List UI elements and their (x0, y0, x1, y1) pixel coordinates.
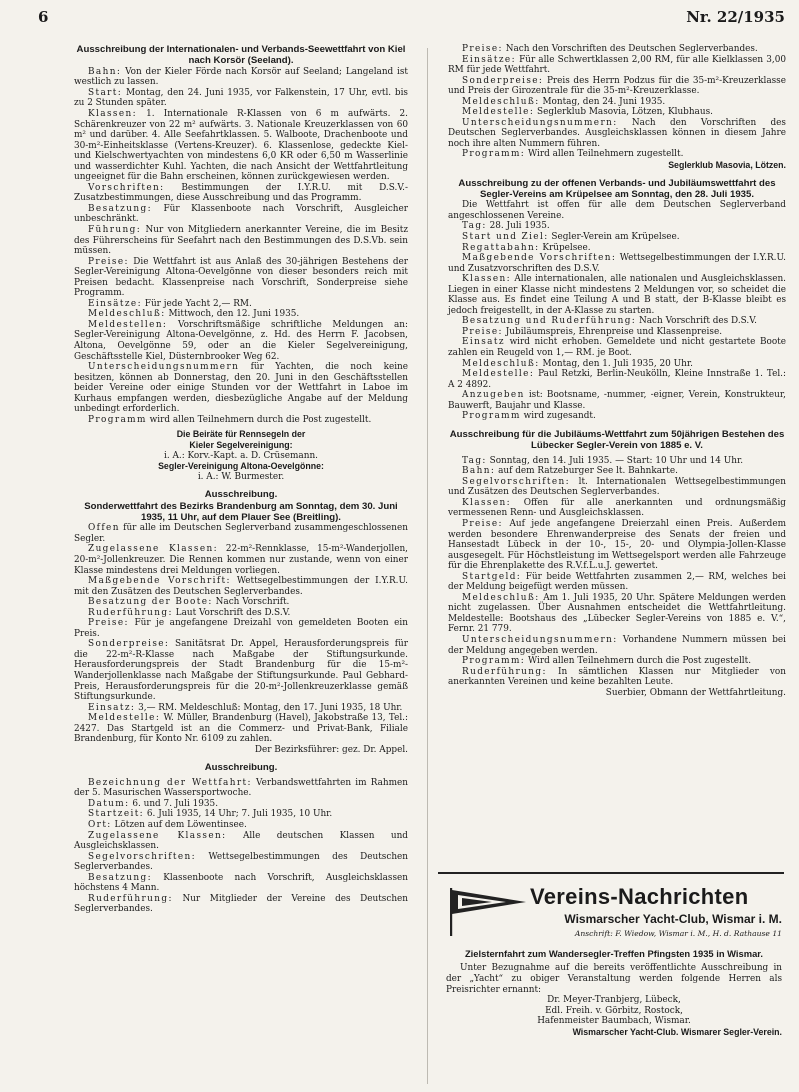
paragraph (448, 107, 786, 118)
paragraph-keyword: Meldestelle: (462, 369, 535, 380)
page-header (38, 8, 785, 28)
paragraph (74, 225, 408, 257)
paragraph-keyword: Meldeschluß: (88, 309, 166, 320)
paragraph (448, 498, 786, 519)
paragraph-keyword: Bezeichnung der Wettfahrt: (88, 777, 252, 788)
paragraph (448, 477, 786, 498)
paragraph (448, 390, 786, 411)
paragraph-keyword: Klassen: (462, 497, 512, 508)
paragraph-text: Alle deutschen Klassen und Ausgleichsklassen. (74, 830, 408, 852)
paragraph-text: für alle im Deutschen Seglerverband zusammengeschlossenen Segler. (74, 523, 408, 544)
paragraph-keyword: Preise: (462, 44, 503, 54)
paragraph-text: Montag, den 24. Juni 1935. (542, 96, 666, 107)
beirat-line-2: Kieler Segelvereinigung: (189, 439, 293, 450)
paragraph-text: Klassenboote nach Vorschrift, Ausgleichsklassen höchstens 4 Mann. (74, 872, 409, 894)
paragraph (448, 519, 786, 572)
paragraph-text: Auf jede angefangene Dreierzahl einen Preis. Außerdem werden besondere Ehrenwanderpreise des Senats der freien und Hansestadt Lübeck in der 10-, 15-, 20- und Olympia-Jollen-Klasse ausgesegelt. Für Höchstleistung im Wettsegelsport werden alle Fahrzeuge für die Ehrenplakette des R.V.f.L.u.J. gewertet. (448, 518, 786, 572)
paragraph-keyword: Besatzung der Boote: (88, 597, 213, 608)
paragraph-text: 28. Juli 1935. (489, 221, 550, 232)
paragraph-text: Für je angefangene Dreizahl von gemeldeten Booten ein Preis. (74, 618, 408, 639)
paragraph-text: 22-m²-Rennklasse, 15-m²-Wanderjollen, 20-m²-Jollenkreuzer. Die Rennen kommen nur zustande, wenn von einer Klasse mindestens drei Meldungen vorliegen. (74, 544, 408, 576)
notice-subtitle: Zielsternfahrt zum Wandersegler-Treffen Pfingsten 1935 in Wismar. (464, 948, 764, 959)
paragraph-text: 3,— RM. Meldeschluß: Montag, den 17. Juni 1935, 18 Uhr. (138, 702, 403, 713)
paragraph-keyword: Tag: (462, 455, 487, 466)
paragraph-keyword: Start und Ziel: (462, 232, 549, 243)
paragraph-keyword: Sonderpreise: (88, 639, 170, 650)
paragraph-keyword: Start: (88, 87, 123, 98)
kruepelsee-title: Ausschreibung zu der offenen Verbands- und Jubiläumswettfahrt des Segler-Vereins am Krüpelsee am Sonntag, den 28. Juli 1935. (458, 177, 776, 200)
paragraph-text: wird allen Teilnehmern durch die Post zugestellt. (149, 414, 372, 425)
paragraph-keyword: Zugelassene Klassen: (88, 830, 227, 841)
paragraph-text: 1. Internationale R-Klassen von 6 m aufwärts. 2. Schärenkreuzer von 22 m² aufwärts. 3. Nationale Kreuzerklassen von 60 m² und darüber. 4. Alle Seefahrtklassen. 5. Walboote, Drachenboote und 30-m²-Einheitsklasse (Vertens-Kreuzer). 6. Klassenlose, gedeckte Kiel- und Kielschwertyachten von mindestens 6,0 KR oder 6,50 m Wasserlinie und wasserdichter Kuhl. Yachten, die nach Ansicht der Wettfahrtleitung ungeeignet für die Bahn erscheinen, können zurückgewiesen werden. (74, 109, 408, 183)
paragraph (74, 415, 408, 426)
brandenburg-paragraphs (74, 523, 408, 744)
paragraph (74, 309, 408, 320)
paragraph-text: In sämtlichen Klassen nur Mitglieder von anerkannten Vereinen und keine bezahlten Leute. (448, 666, 786, 688)
kiel-korsoer-title: Ausschreibung der Internationalen- und Verbands-Seewettfahrt von Kiel nach Korsör (Seeland). (76, 44, 406, 67)
paragraph-text: Sanitätsrat Dr. Appel, Herausforderungspreis für die 22-m²-R-Klasse nach Maßgabe der Stiftungsurkunde. Herausforderungspreis der Stadt Brandenburg für die 15-m²-Wanderjollenklasse nach Maßgabe der Stiftungsurkunde. Paul Gebhard-Preis, Herausforderungspreis für die 20-m²-Jollenkreuzerklasse gemäß Stiftungsurkunde. (74, 639, 409, 703)
paragraph-keyword: Unterscheidungsnummern: (462, 634, 618, 645)
paragraph (448, 635, 786, 656)
paragraph-text: Nach Vorschrift des D.S.V. (639, 316, 757, 327)
paragraph-text: Lötzen auf dem Löwentinsee. (114, 819, 247, 830)
club-name: Wismarscher Yacht-Club, Wismar i. M. (564, 912, 782, 926)
paragraph (74, 809, 408, 820)
issue-number: Nr. 22/1935 (686, 8, 785, 26)
paragraph (74, 257, 408, 299)
page-number: 6 (38, 8, 49, 26)
paragraph-keyword: Meldeschluß: (462, 96, 540, 107)
paragraph (448, 593, 786, 635)
paragraph-keyword: Meldestelle: (88, 713, 161, 724)
paragraph (448, 337, 786, 358)
paragraph (448, 466, 786, 477)
paragraph-text: Wird allen Teilnehmern durch die Post zugestellt. (528, 656, 752, 667)
judge-1: Dr. Meyer-Tranbjerg, Lübeck, (547, 995, 681, 1006)
paragraph (74, 618, 408, 639)
notice-text: Unter Bezugnahme auf die bereits veröffentlichte Ausschreibung in der „Yacht“ zu obiger Veranstaltung werden folgende Herren als Preisrichter ernannt: (446, 963, 782, 995)
paragraph-text: Mittwoch, den 12. Juni 1935. (168, 309, 300, 320)
paragraph-text: Nach den Vorschriften des Deutschen Seglerverbandes. Ausgleichsklassen können in diesem Jahre noch ihre alten Nummern führen. (448, 117, 786, 149)
paragraph (74, 639, 408, 702)
paragraph-keyword: Ruderführung: (88, 893, 173, 904)
paragraph-keyword: Segelvorschriften: (462, 476, 571, 487)
luebeck-signature: Suerbier, Obmann der Wettfahrtleitung. (605, 687, 786, 698)
brandenburg-signature: Der Bezirksführer: gez. Dr. Appel. (254, 744, 408, 755)
paragraph-text: Nach Vorschrift. (215, 597, 290, 608)
paragraph-keyword: Programm: (462, 656, 526, 667)
paragraph-text: Jubiläumspreis, Ehrenpreise und Klassenpreise. (505, 326, 723, 337)
paragraph-text: lt. Internationalen Wettsegelbestimmungen und Zusätzen des Deutschen Seglerverbandes. (448, 476, 787, 498)
paragraph-text: Nur Mitglieder der Vereine des Deutschen Seglerverbandes. (74, 893, 409, 915)
paragraph (448, 97, 786, 108)
paragraph-keyword: Startgeld: (462, 571, 522, 582)
paragraph (448, 667, 786, 688)
paragraph-text: Von der Kieler Förde nach Korsör auf Seeland; Langeland ist westlich zu lassen. (74, 66, 408, 88)
paragraph-keyword: Klassen: (462, 274, 512, 285)
paragraph (74, 67, 408, 88)
notice-signature: Wismarscher Yacht-Club. Wismarer Segler-Verein. (572, 1026, 782, 1037)
brandenburg-subtitle: Sonderwettfahrt des Bezirks Brandenburg am Sonntag, dem 30. Juni 1935, 11 Uhr, auf dem Plauer See (Breitling). (84, 500, 398, 523)
paragraph-keyword: Führung: (88, 225, 142, 236)
paragraph (74, 204, 408, 225)
vereins-nachrichten-box (438, 872, 784, 1090)
paragraph (448, 316, 786, 327)
paragraph (448, 44, 786, 55)
paragraph-keyword: Einsatz (462, 337, 505, 348)
paragraph-text: Für jede Yacht 2,— RM. (144, 298, 252, 309)
paragraph-keyword: Preise: (88, 256, 129, 267)
paragraph (74, 703, 408, 714)
paragraph (74, 799, 408, 810)
paragraph-keyword: Preise: (462, 326, 503, 337)
paragraph (74, 820, 408, 831)
paragraph-text: Bestimmungen der I.Y.R.U. mit D.S.V.-Zusatzbestimmungen, diese Ausschreibung und das Programm. (74, 182, 408, 204)
column-divider (427, 48, 428, 1084)
paragraph-keyword: Programm (88, 414, 147, 425)
paragraph-keyword: Regattabahn: (462, 242, 540, 253)
pennant-flag-icon (448, 886, 528, 938)
paragraph (448, 572, 786, 593)
paragraph-keyword: Unterscheidungsnummern: (462, 117, 618, 128)
paragraph-keyword: Preise: (462, 518, 503, 529)
paragraph-text: Paul Retzki, Berlin-Neukölln, Kleine Innstraße 1. Tel.: A 2 4892. (448, 369, 786, 390)
paragraph-keyword: Bahn: (88, 66, 122, 77)
paragraph-text: Die Wettfahrt ist aus Anlaß des 30-jährigen Bestehens der Segler-Vereinigung Altona-Oevelgönne von dieser besonders reich mit Preisen bedacht. Klassenpreise nach Vorschrift, Sonderpreise siehe Programm. (74, 256, 408, 299)
paragraph-text: Sonntag, den 14. Juli 1935. — Start: 10 Uhr und 14 Uhr. (489, 455, 744, 466)
paragraph (74, 597, 408, 608)
paragraph-text: Am 1. Juli 1935, 20 Uhr. Spätere Meldungen werden nicht zugelassen. Über Ausnahmen entscheidet die Wettfahrtleitung. Meldestelle: Bootshaus des „Lübecker Segler-Vereins von 1885 e. V.“, Fernr. 21 779. (448, 592, 787, 635)
kruepelsee-intro: Die Wettfahrt ist offen für alle dem Deutschen Seglerverband angeschlossenen Vereine. (448, 200, 786, 221)
paragraph-keyword: Einsatz: (88, 702, 136, 713)
paragraph (74, 109, 408, 183)
paragraph-text: Segler-Verein am Krüpelsee. (551, 232, 680, 243)
paragraph-text: Vorhandene Nummern müssen bei der Meldung angegeben werden. (448, 634, 786, 656)
paragraph-text: Verbandswettfahrten im Rahmen der 5. Masurischen Wassersportwoche. (74, 777, 408, 799)
paragraph (448, 232, 786, 243)
paragraph-keyword: Vorschriften: (88, 182, 165, 193)
kruepelsee-paragraphs (448, 221, 786, 421)
vereins-nachrichten-heading: Vereins-Nachrichten (530, 884, 749, 909)
paragraph-text: Krüpelsee. (542, 242, 591, 253)
beirat-line-1: Die Beiräte für Rennsegeln der (176, 429, 306, 440)
paragraph-text: für Yachten, die noch keine besitzen, können ab Donnerstag, den 20. Juni in den Geschäftsstellen beider Vereine oder einige Stunden vor der Wettfahrt in Laboe im Kurhaus empfangen werden, diesbezügliche Angabe auf der Meldung unbedingt erforderlich. (74, 362, 408, 415)
paragraph-keyword: Programm: (462, 149, 526, 160)
paragraph-keyword: Maßgebende Vorschrift: (88, 576, 231, 587)
left-column (74, 44, 408, 915)
paragraph-keyword: Zugelassene Klassen: (88, 544, 218, 555)
paragraph (448, 274, 786, 316)
paragraph (448, 456, 786, 467)
notice-body (446, 948, 782, 1037)
paragraph-keyword: Preise: (88, 618, 129, 629)
paragraph (74, 873, 408, 894)
masuren-continued (448, 44, 786, 160)
paragraph (448, 327, 786, 338)
paragraph-text: Für Klassenboote nach Vorschrift, Ausgleicher unbeschränkt. (74, 203, 408, 225)
paragraph-text: Nach den Vorschriften des Deutschen Seglerverbandes. (505, 44, 758, 54)
paragraph (448, 149, 786, 160)
paragraph (74, 778, 408, 799)
paragraph (74, 608, 408, 619)
beirat-line-3: i. A.: Korv.-Kapt. a. D. Crüsemann. (164, 450, 318, 461)
paragraph-keyword: Programm (462, 411, 521, 422)
paragraph-text: Wettsegelbestimmungen des Deutschen Seglerverbandes. (74, 851, 408, 873)
paragraph-text: Wettsegelbestimmungen der I.Y.R.U. und Zusatzvorschriften des D.S.V. (448, 253, 786, 274)
paragraph (448, 411, 786, 422)
paragraph (74, 576, 408, 597)
paragraph-text: Wettsegelbestimmungen der I.Y.R.U. mit den Zusätzen des Deutschen Seglerverbandes. (74, 576, 408, 597)
paragraph (448, 55, 786, 76)
paragraph-text: Vorschriftsmäßige schriftliche Meldungen an: Segler-Vereinigung Altona-Oevelgönne, z. Hd. des Herrn F. Jacobsen, Altona, Oevelgönne 59, oder an die Kieler Segelvereinigung, Geschäftsstelle Kiel, Düsternbrooker Weg 62. (74, 319, 408, 362)
paragraph-text: Wird allen Teilnehmern zugestellt. (528, 149, 684, 160)
paragraph-keyword: Anzugeben (462, 390, 525, 401)
kiel-korsoer-paragraphs (74, 67, 408, 426)
paragraph-text: Montag, den 24. Juni 1935, vor Falkenstein, 17 Uhr, evtl. bis zu 2 Stunden später. (74, 87, 408, 109)
paragraph-text: auf dem Ratzeburger See lt. Bahnkarte. (498, 466, 678, 477)
paragraph (74, 88, 408, 109)
paragraph (74, 320, 408, 362)
paragraph-text: Für alle Schwertklassen 2,00 RM, für alle Kielklassen 3,00 RM für jede Wettfahrt. (448, 54, 786, 76)
paragraph-text: 6. Juli 1935, 14 Uhr; 7. Juli 1935, 10 Uhr. (146, 809, 333, 820)
paragraph (74, 183, 408, 204)
beirat-line-5: i. A.: W. Burmester. (197, 471, 285, 482)
paragraph-text: 6. und 7. Juli 1935. (132, 798, 219, 809)
paragraph-text: Offen für alle anerkannten und ordnungsmäßig vermessenen Renn- und Ausgleichsklassen. (448, 497, 786, 519)
paragraph (74, 894, 408, 915)
paragraph (448, 253, 786, 274)
paragraph-text: Montag, den 1. Juli 1935, 20 Uhr. (542, 358, 693, 369)
paragraph (448, 656, 786, 667)
paragraph-keyword: Meldeschluß: (462, 358, 540, 369)
paragraph-keyword: Einsätze: (88, 298, 142, 309)
paragraph-keyword: Datum: (88, 798, 130, 809)
paragraph-keyword: Startzeit: (88, 809, 145, 820)
paragraph-keyword: Tag: (462, 221, 487, 232)
paragraph-keyword: Maßgebende Vorschriften: (462, 253, 617, 264)
paragraph-keyword: Meldestelle: (462, 107, 535, 118)
paragraph (448, 76, 786, 97)
right-column (448, 44, 786, 698)
paragraph-keyword: Segelvorschriften: (88, 851, 197, 862)
paragraph (74, 523, 408, 544)
beirat-line-4: Segler-Vereinigung Altona-Oevelgönne: (158, 461, 324, 472)
paragraph (448, 118, 786, 150)
brandenburg-title: Ausschreibung. (204, 489, 278, 501)
luebeck-paragraphs (448, 456, 786, 688)
paragraph-keyword: Meldeschluß: (462, 592, 540, 603)
paragraph (74, 831, 408, 852)
judge-3: Hafenmeister Baumbach, Wismar. (537, 1016, 691, 1027)
paragraph-keyword: Offen (88, 523, 120, 534)
judge-2: Edl. Freih. v. Görbitz, Rostock, (545, 1005, 683, 1016)
paragraph-keyword: Ort: (88, 819, 112, 830)
paragraph (448, 221, 786, 232)
paragraph-keyword: Ruderführung: (88, 607, 173, 618)
paragraph-keyword: Besatzung und Ruderführung: (462, 316, 637, 327)
paragraph (74, 713, 408, 745)
paragraph (74, 362, 408, 415)
paragraph-text: wird nicht erhoben. Gemeldete und nicht gestartete Boote zahlen ein Reugeld von 1,— RM. je Boot. (448, 337, 786, 359)
paragraph (74, 852, 408, 873)
club-address: Anschrift: F. Wiedow, Wismar i. M., H. d. Rathause 11 (574, 929, 782, 938)
paragraph (448, 243, 786, 254)
masovia-signature: Seglerklub Masovia, Lötzen. (668, 160, 786, 171)
paragraph-keyword: Meldestellen: (88, 319, 168, 330)
paragraph-keyword: Ruderführung: (462, 666, 547, 677)
masuren-title: Ausschreibung. (204, 762, 278, 774)
paragraph-text: Laut Vorschrift des D.S.V. (175, 607, 291, 618)
paragraph-text: Nur von Mitgliedern anerkannter Vereine, die im Besitz des Führerscheins für Seefahrt nach den Bestimmungen des D.S.Vb. sein müssen. (74, 225, 408, 257)
paragraph-keyword: Klassen: (88, 109, 138, 119)
paragraph (448, 359, 786, 370)
paragraph-text: Alle internationalen, alle nationalen und Ausgleichsklassen. Liegen in einer Klasse nicht mindestens 2 Meldungen vor, so scheidet die Klasse aus. Es findet eine Teilung A und B statt, der B-Klasse bleibt es jedoch freigestellt, in der A-Klasse zu starten. (448, 274, 786, 316)
paragraph-text: Seglerklub Masovia, Lötzen, Klubhaus. (537, 107, 713, 118)
paragraph-keyword: Besatzung: (88, 872, 152, 883)
paragraph-keyword: Besatzung: (88, 203, 152, 214)
paragraph-text: wird zugesandt. (523, 411, 596, 422)
paragraph-text: Für beide Wettfahrten zusammen 2,— RM, welches bei der Meldung beigefügt werden müssen. (448, 571, 786, 593)
paragraph-text: Preis des Herrn Podzus für die 35-m²-Kreuzerklasse und Preis der Girozentrale für die 35-m²-Kreuzerklasse. (448, 75, 786, 97)
paragraph (74, 544, 408, 576)
paragraph (448, 369, 786, 390)
paragraph (74, 299, 408, 310)
paragraph-text: W. Müller, Brandenburg (Havel), Jakobstraße 13, Tel.: 2427. Das Startgeld ist an die Commerz- und Privat-Bank, Filiale Brandenburg, für Konto Nr. 6109 zu zahlen. (74, 713, 408, 745)
paragraph-keyword: Einsätze: (462, 54, 516, 65)
masuren-paragraphs (74, 778, 408, 915)
luebeck-title: Ausschreibung für die Jubiläums-Wettfahrt zum 50jährigen Bestehen des Lübecker Segler-Verein von 1885 e. V. (449, 428, 785, 452)
paragraph-keyword: Sonderpreise: (462, 75, 544, 86)
paragraph-keyword: Bahn: (462, 466, 496, 477)
paragraph-keyword: Unterscheidungsnummern (88, 362, 240, 373)
paragraph-text: ist: Bootsname, -nummer, -eigner, Verein, Konstrukteur, Bauwerft, Baujahr und Klasse. (448, 390, 786, 411)
